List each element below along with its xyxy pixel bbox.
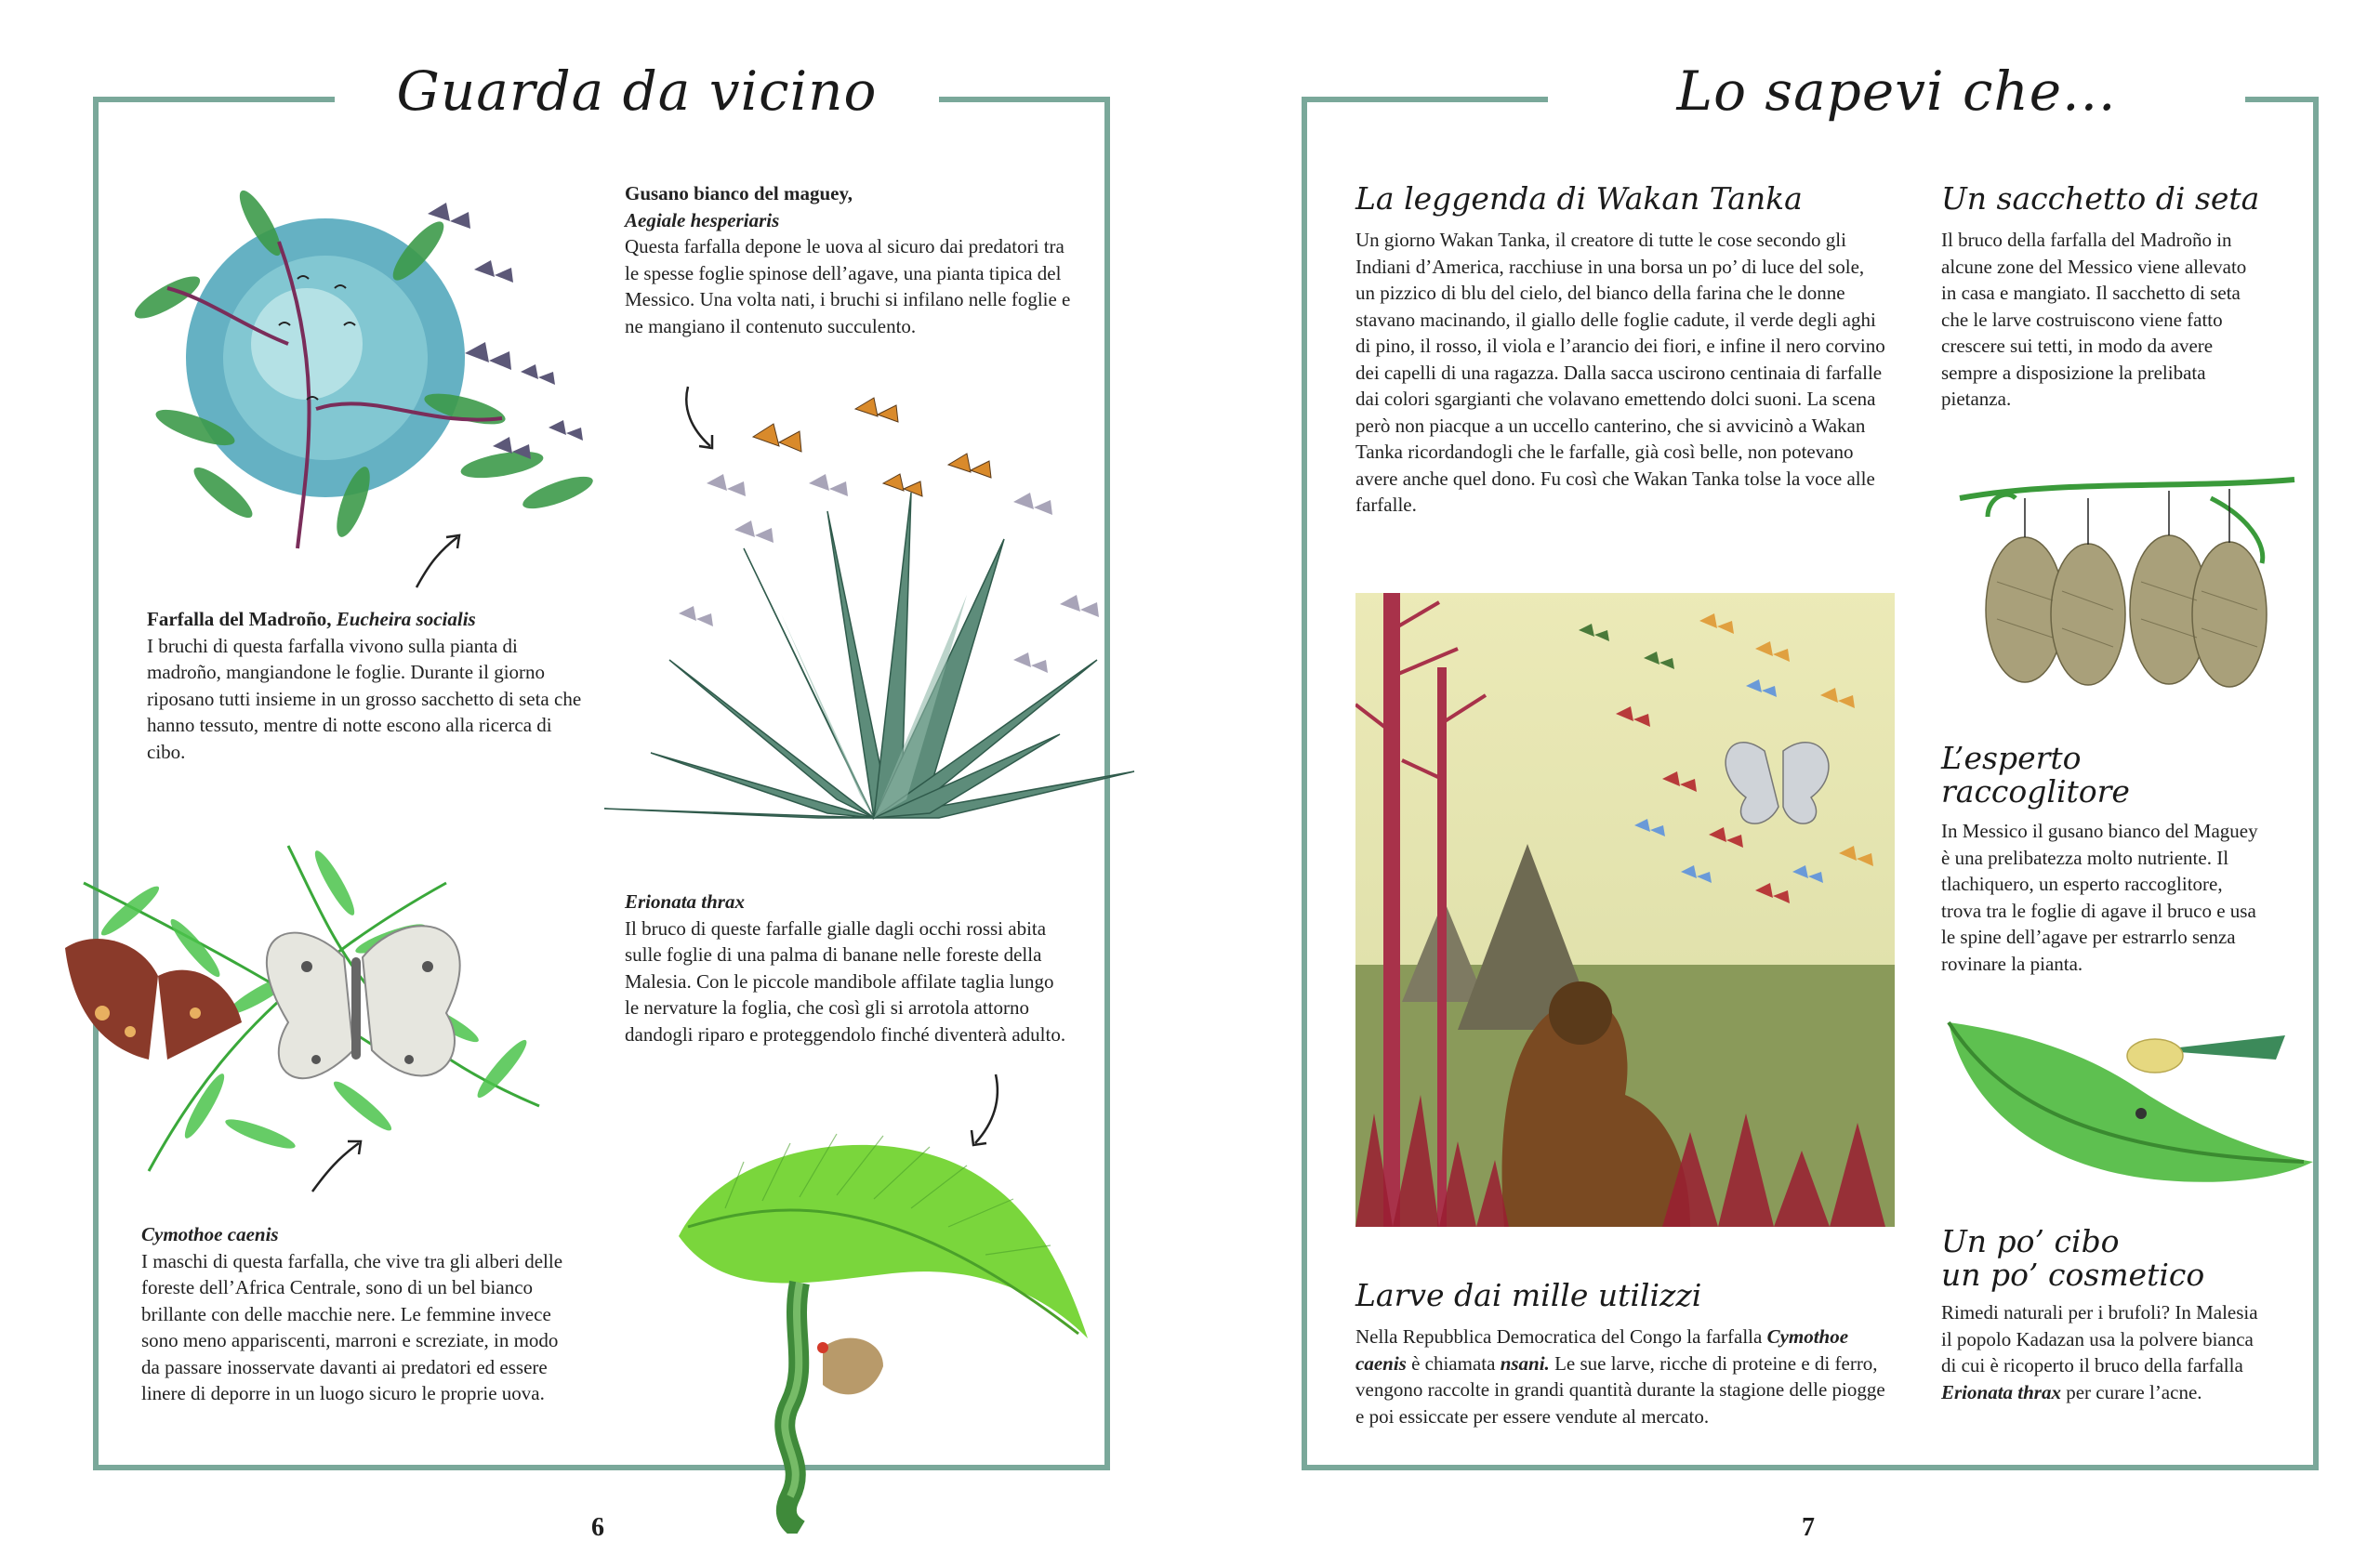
madrono-body: I bruchi di questa farfalla vivono sulla pianta di madroño, mangiandone le foglie. Durante il giorno riposano tutti insieme in un grosso sacchetto di seta che hanno tessuto, mentre di notte escono alla ricerca di cibo. <box>147 634 582 763</box>
madrono-arrow <box>409 530 474 595</box>
larve-body-part2: è chiamata <box>1406 1351 1501 1375</box>
erionata-latin-name: Erionata thrax <box>625 890 745 913</box>
gusano-heading: Gusano bianco del maguey, <box>625 182 853 204</box>
cibo-title-line1: Un po’ cibo <box>1941 1223 2120 1259</box>
larve-body-part1: Nella Repubblica Democratica del Congo la farfalla <box>1355 1325 1767 1348</box>
cibo-title-line2: un po’ cosmetico <box>1941 1257 2205 1293</box>
esperto-title-line1: L’esperto <box>1941 740 2082 776</box>
cymothoe-latin-name: Cymothoe caenis <box>141 1223 279 1245</box>
banana-leaf-illustration <box>651 1125 1097 1534</box>
right-page-title: Lo sapevi che... <box>1548 54 2245 128</box>
cymothoe-arrow <box>307 1134 372 1199</box>
agave-leaf-larva-illustration <box>1941 1013 2322 1218</box>
larve-body-part3: Le sue larve, ricche di proteine e di ferro, vengono raccolte in grandi quantità durante la stagione delle piogge e poi essiccate per essere vendute al mercato. <box>1355 1351 1885 1428</box>
larve-latin-name: Cymothoe caenis <box>1355 1325 1849 1375</box>
cymothoe-body: I maschi di questa farfalla, che vive tra gli alberi delle foreste dell’Africa Centrale, sono di un bel bianco brillante con delle macchie nere. Le femmine invece sono meno appariscenti, marroni e screziate, in modo da passare inosservate davanti ai predatori ed essere linere di deporre in un luogo sicuro le proprie uova. <box>141 1249 563 1404</box>
larve-section-title: Larve dai mille utilizzi <box>1355 1277 1702 1313</box>
madrono-heading: Farfalla del Madroño, <box>147 608 337 630</box>
madrono-latin-name: Eucheira socialis <box>336 608 476 630</box>
page-number-left: 6 <box>591 1513 604 1542</box>
erionata-text-block <box>625 889 1066 1047</box>
silk-cocoons-illustration <box>1950 461 2304 721</box>
sacchetto-section-title: Un sacchetto di seta <box>1941 180 2260 217</box>
esperto-title-line2: raccoglitore <box>1941 773 2130 810</box>
gusano-text-block <box>625 180 1071 339</box>
agave-illustration <box>595 381 1144 836</box>
esperto-body: In Messico il gusano bianco del Maguey è una prelibatezza molto nutriente. Il tlachiquero, un esperto raccoglitore, trova tra le foglie di agave il bruco e usa le spine dell’agave per estrarrlo senza rovinare la pianta. <box>1941 820 2258 975</box>
cymothoe-illustration <box>56 827 567 1180</box>
gusano-body: Questa farfalla depone le uova al sicuro dai predatori tra le spesse foglie spinose dell’agave, una pianta tipica del Messico. Una volta nati, i bruchi si infilano nelle foglie e ne mangiano il contenuto succulento. <box>625 235 1071 337</box>
page-number-right: 7 <box>1802 1513 1815 1542</box>
wakan-body: Un giorno Wakan Tanka, il creatore di tutte le cose secondo gli Indiani d’America, racchiuse in una borsa un po’ di luce del sole, un pizzico di blu del cielo, del bianco della farina che le donne stavano macinando, il giallo delle foglie cadute, il verde degli aghi di pino, il rosso, il viola e l’arancio dei fiori, e infine il nero corvino dei capelli di una ragazza. Dalla sacca uscirono centinaia di farfalle dai colori sgargianti che volavano emettendo dolci suoni. La scena però non piacque a un uccello canterino, che si avvicinò a Wakan Tanka ricordandogli che le farfalle, già così belle, non potevano avere anche quel dono. Fu così che Wakan Tanka tolse la voce alle farfalle. <box>1355 229 1885 516</box>
larve-body <box>1355 1324 1895 1429</box>
cibo-body-part2: per curare l’acne. <box>2060 1380 2202 1403</box>
left-page-title: Guarda da vicino <box>335 54 939 128</box>
sacchetto-body: Il bruco della farfalla del Madroño in alcune zone del Messico viene allevato in casa e mangiato. Il sacchetto di seta che le larve costruiscono viene fatto crescere sui tetti, in modo da avere sempre a disposizione la prelibata pietanza. <box>1941 229 2247 410</box>
cymothoe-text-block <box>141 1221 578 1407</box>
wakan-tanka-painting <box>1355 593 1895 1227</box>
wakan-section-title: La leggenda di Wakan Tanka <box>1355 180 1803 217</box>
esperto-section-title <box>1941 742 2130 809</box>
cibo-body <box>1941 1299 2265 1405</box>
gusano-latin-name: Aegiale hesperiaris <box>625 208 780 231</box>
larve-local-name: nsani. <box>1500 1351 1550 1375</box>
madrono-text-block <box>147 606 584 765</box>
cibo-body-part1: Rimedi naturali per i brufoli? In Malesia il popolo Kadazan usa la polvere bianca di cui è ricoperto il bruco della farfalla <box>1941 1301 2258 1376</box>
erionata-body: Il bruco di queste farfalle gialle dagli occhi rossi abita sulle foglie di una palma di banane nelle foreste della Malesia. Con le piccole mandibole affilate taglia lungo le nervature la foglia, che così gli si arrotola attorno dandogli riparo e proteggendolo finché diventerà adulto. <box>625 916 1066 1046</box>
madrono-nest-illustration <box>112 186 604 558</box>
cibo-section-title <box>1941 1225 2204 1292</box>
cibo-latin-name: Erionata thrax <box>1941 1380 2061 1403</box>
